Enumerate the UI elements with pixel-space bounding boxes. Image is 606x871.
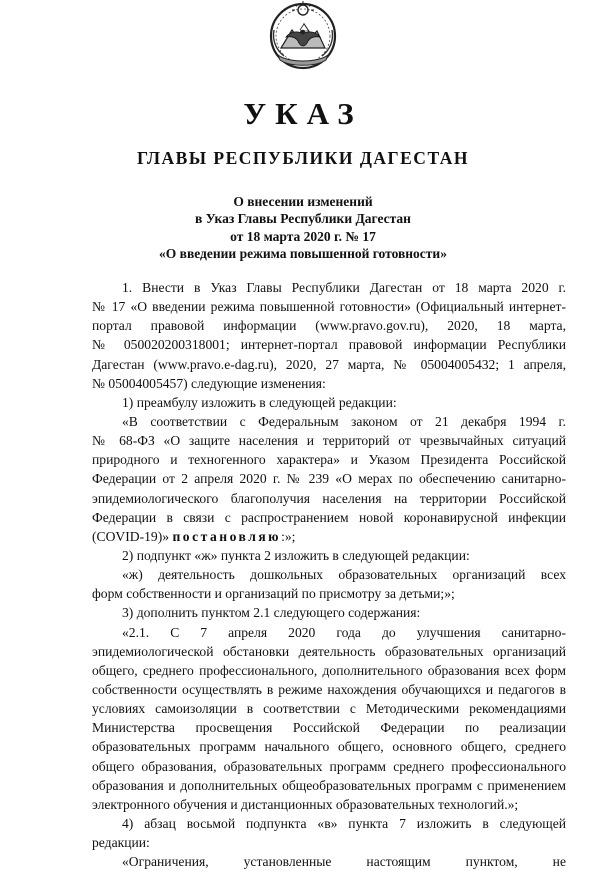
body-line: портал правовой информации (www.pravo.gov.ru), 2020, 18 марта, [92, 318, 566, 334]
body-line: Дагестан (www.pravo.e-dag.ru), 2020, 27 марта, № 05004005432; 1 апреля, [92, 356, 566, 372]
body-line [92, 527, 566, 546]
body-line: «В соответствии с Федеральным законом от 21 декабря 1994 г. [122, 413, 566, 429]
body-line: 4) абзац восьмой подпункта «в» пункта 7 изложить в следующей [122, 815, 566, 831]
body-line: образования и дополнительных общеобразовательных программ с применением [92, 777, 566, 793]
heading-line: «О введении режима повышенной готовности» [159, 246, 447, 262]
body-line: «Ограничения, установленные настоящим пунктом, не [122, 854, 566, 870]
decree-heading [0, 193, 606, 263]
body-line: эпидемиологической обстановки деятельность образовательных организаций [92, 643, 566, 659]
body-line: «ж) деятельность дошкольных образовательных организаций всех [122, 567, 566, 583]
heading-line: в Указ Главы Республики Дагестан [195, 211, 411, 227]
body-line: общего, среднего профессионального, дополнительного образования всех форм [92, 662, 566, 678]
body-line: природного и техногенного характера» и Указом Президента Российской [92, 452, 566, 468]
body-line: электронного обучения и дистанционных образовательных технологий.»; [92, 796, 519, 812]
body-line: 1. Внести в Указ Главы Республики Дагестан от 18 марта 2020 г. [122, 280, 566, 295]
body-line: № 050020200318001; интернет-портал правовой информации Республики [92, 337, 566, 353]
body-line: условиях самоизоляции в соответствии с Методическими рекомендациями [92, 701, 566, 717]
body-line: образовательных программ начального общего, основного общего, среднего [92, 739, 566, 755]
document-body [92, 278, 566, 871]
body-line-start: (COVID-19)» [92, 528, 170, 544]
body-line: Федерации от 2 апреля 2020 г. № 239 «О мерах по обеспечению санитарно- [92, 471, 566, 487]
body-line: 2) подпункт «ж» пункта 2 изложить в следующей редакции: [122, 547, 470, 563]
document-subtitle: ГЛАВЫ РЕСПУБЛИКИ ДАГЕСТАН [137, 148, 469, 168]
body-line: № 17 «О введении режима повышенной готовности» (Официальный интернет- [92, 299, 566, 315]
body-line: Министерства просвещения Российской Федерации по реализации [92, 720, 566, 736]
body-line: 1) преамбулу изложить в следующей редакции: [122, 394, 397, 410]
decree-tail: :»; [281, 528, 296, 544]
body-line: эпидемиологического благополучия населения на территории Российской [92, 490, 566, 506]
body-line: Федерации в связи с распространением новой коронавирусной инфекции [92, 509, 566, 525]
body-line: общего образования, образовательных программ среднего профессионального [92, 758, 566, 774]
heading-line: от 18 марта 2020 г. № 17 [230, 228, 376, 244]
decree-word: постановляю [172, 528, 282, 544]
body-line: № 68-ФЗ «О защите населения и территорий от чрезвычайных ситуаций [92, 433, 566, 449]
heading-line: О внесении изменений [233, 194, 373, 209]
body-line: редакции: [92, 835, 150, 851]
body-line: 3) дополнить пунктом 2.1 следующего содержания: [122, 605, 421, 621]
body-line: № 05004005457) следующие изменения: [92, 375, 326, 391]
body-line: «2.1. С 7 апреля 2020 года до улучшения санитарно- [122, 624, 566, 640]
body-line: форм собственности и организаций по присмотру за детьми;»; [92, 586, 455, 602]
body-line: собственности осуществлять в режиме нахождения обучающихся и педагогов в [92, 681, 566, 697]
dagestan-coat-of-arms-icon [264, 0, 342, 70]
document-title: УКАЗ [243, 96, 363, 131]
